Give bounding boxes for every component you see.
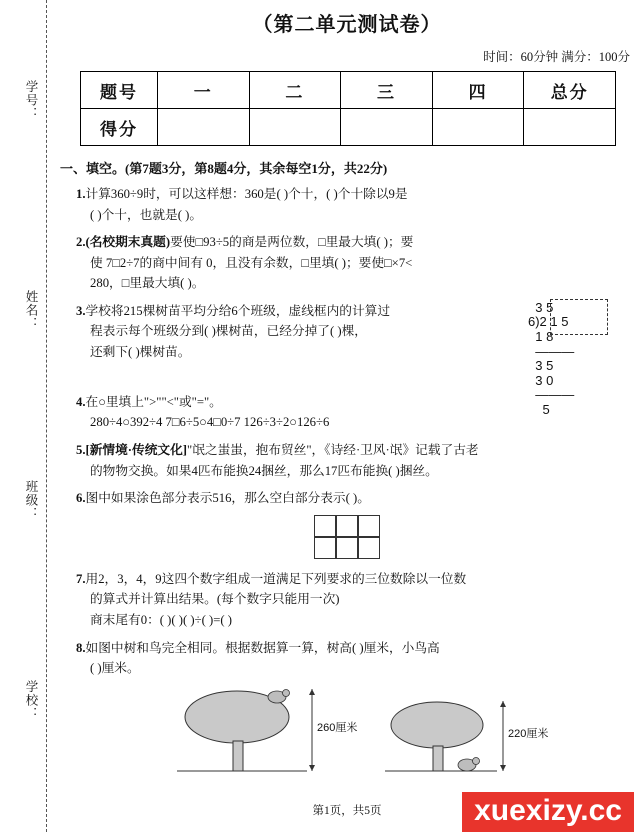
score-table-header-4: 四	[432, 72, 524, 109]
question-7-line1: 用2，3，4，9这四个数字组成一道满足下列要求的三位数除以一位数	[85, 571, 467, 586]
question-1	[60, 184, 634, 225]
score-cell-3[interactable]	[341, 109, 433, 146]
question-1-line2: ( )个十，也就是( )。	[90, 207, 203, 222]
grid-cell	[336, 515, 358, 537]
question-6-line1: 图中如果涂色部分表示516，那么空白部分表示( )。	[85, 491, 370, 506]
watermark: xuexizy.cc	[462, 792, 634, 832]
question-4-line2: 280÷4○392÷4 7□6÷5○4□0÷7 126÷3÷2○126÷6	[90, 415, 330, 430]
division-line-8: 5	[528, 401, 550, 417]
question-7	[60, 569, 634, 631]
question-3-line1: 学校将215棵树苗平均分给6个班级，虚线框内的计算过	[85, 303, 391, 318]
score-cell-total[interactable]	[524, 109, 616, 146]
question-5-number: 5.	[76, 443, 86, 458]
score-table-header-3: 三	[341, 72, 433, 109]
question-6-number: 6.	[76, 491, 86, 506]
grid-figure	[314, 515, 380, 559]
score-table-row-label: 得分	[81, 109, 158, 146]
division-line-7: ———	[528, 387, 575, 403]
question-3-line3: 还剩下( )棵树苗。	[90, 345, 191, 360]
division-line-1: 3 5	[528, 299, 554, 315]
score-cell-1[interactable]	[158, 109, 250, 146]
score-table-header-2: 二	[249, 72, 341, 109]
division-line-2: 6)2 1 5	[528, 314, 569, 330]
side-label-class: 班级：	[24, 480, 38, 521]
score-table	[80, 71, 616, 146]
side-label-school: 学校：	[24, 680, 38, 721]
grid-cell	[358, 515, 380, 537]
grid-cell	[314, 515, 336, 537]
score-table-header-1: 一	[158, 72, 250, 109]
question-7-number: 7.	[76, 571, 86, 586]
question-7-line3: 商末尾有0：( )( )( )÷( )=( )	[90, 612, 233, 627]
page-title: （第二单元测试卷）	[252, 14, 442, 36]
question-4	[60, 392, 634, 433]
question-3-number: 3.	[76, 303, 86, 318]
division-line-5: 3 5	[528, 358, 554, 374]
division-line-3: 1 8	[528, 328, 554, 344]
section-title-fill-in-blanks: 一、填空。(第7题3分，第8题4分，其余每空1分，共22分)	[60, 161, 388, 176]
score-cell-4[interactable]	[432, 109, 524, 146]
table-row	[81, 109, 616, 146]
question-8-number: 8.	[76, 640, 86, 655]
side-label-student-id: 学号：	[24, 80, 38, 121]
question-2-line1: 要使□93÷5的商是两位数，□里最大填( )；要	[170, 235, 414, 250]
question-5	[60, 440, 634, 481]
score-cell-2[interactable]	[249, 109, 341, 146]
question-3-line2: 程表示每个班级分到( )棵树苗，已经分掉了( )棵，	[90, 324, 367, 339]
question-5-line1: "氓之蚩蚩，抱布贸丝"，《诗经·卫风·氓》记载了古老	[187, 443, 479, 458]
question-2-tag: (名校期末真题)	[85, 235, 171, 250]
page-content	[60, 0, 634, 832]
division-line-4: ———	[528, 343, 575, 359]
question-8	[60, 638, 634, 779]
question-5-line2: 的物物交换。如果4匹布能换24捆丝，那么17匹布能换( )捆丝。	[90, 463, 438, 478]
page-footer: 第1页，共5页	[312, 805, 382, 817]
side-label-name: 姓名：	[24, 290, 38, 331]
score-table-header-total: 总分	[524, 72, 616, 109]
question-6	[60, 488, 634, 559]
figure-label-right: 220厘米	[508, 727, 549, 740]
division-line-6: 3 0	[528, 372, 554, 388]
question-2-line3: 280，□里最大填( )。	[90, 276, 205, 291]
question-2-line2: 使 7□2÷7的商中间有 0，且没有余数，□里填( )；要使□×7<	[90, 255, 413, 270]
question-8-line2: ( )厘米。	[90, 661, 140, 676]
question-8-line1: 如图中树和鸟完全相同。根据数据算一算，树高( )厘米，小鸟高	[85, 640, 440, 655]
grid-cell	[314, 537, 336, 559]
exam-meta: 时间：60分钟 满分：100分	[483, 50, 630, 64]
trees-and-birds-figure	[60, 683, 634, 779]
binding-dashed-line	[46, 0, 47, 832]
grid-cell	[336, 537, 358, 559]
question-4-line1: 在○里填上">""<"或"="。	[85, 394, 222, 409]
question-4-number: 4.	[76, 394, 86, 409]
table-row	[81, 72, 616, 109]
dashed-highlight-box	[550, 299, 608, 335]
score-table-header-label: 题号	[81, 72, 158, 109]
question-7-line2: 的算式并计算出结果。(每个数字只能用一次)	[90, 592, 340, 607]
question-5-tag: [新情境·传统文化]	[85, 443, 188, 458]
grid-cell	[358, 537, 380, 559]
question-2	[60, 232, 634, 294]
question-1-number: 1.	[76, 187, 86, 201]
question-2-number: 2.	[76, 235, 86, 250]
question-1-line1: 计算360÷9时，可以这样想：360是( )个十，( )个十除以9是	[85, 187, 408, 201]
figure-label-left: 260厘米	[317, 721, 358, 734]
